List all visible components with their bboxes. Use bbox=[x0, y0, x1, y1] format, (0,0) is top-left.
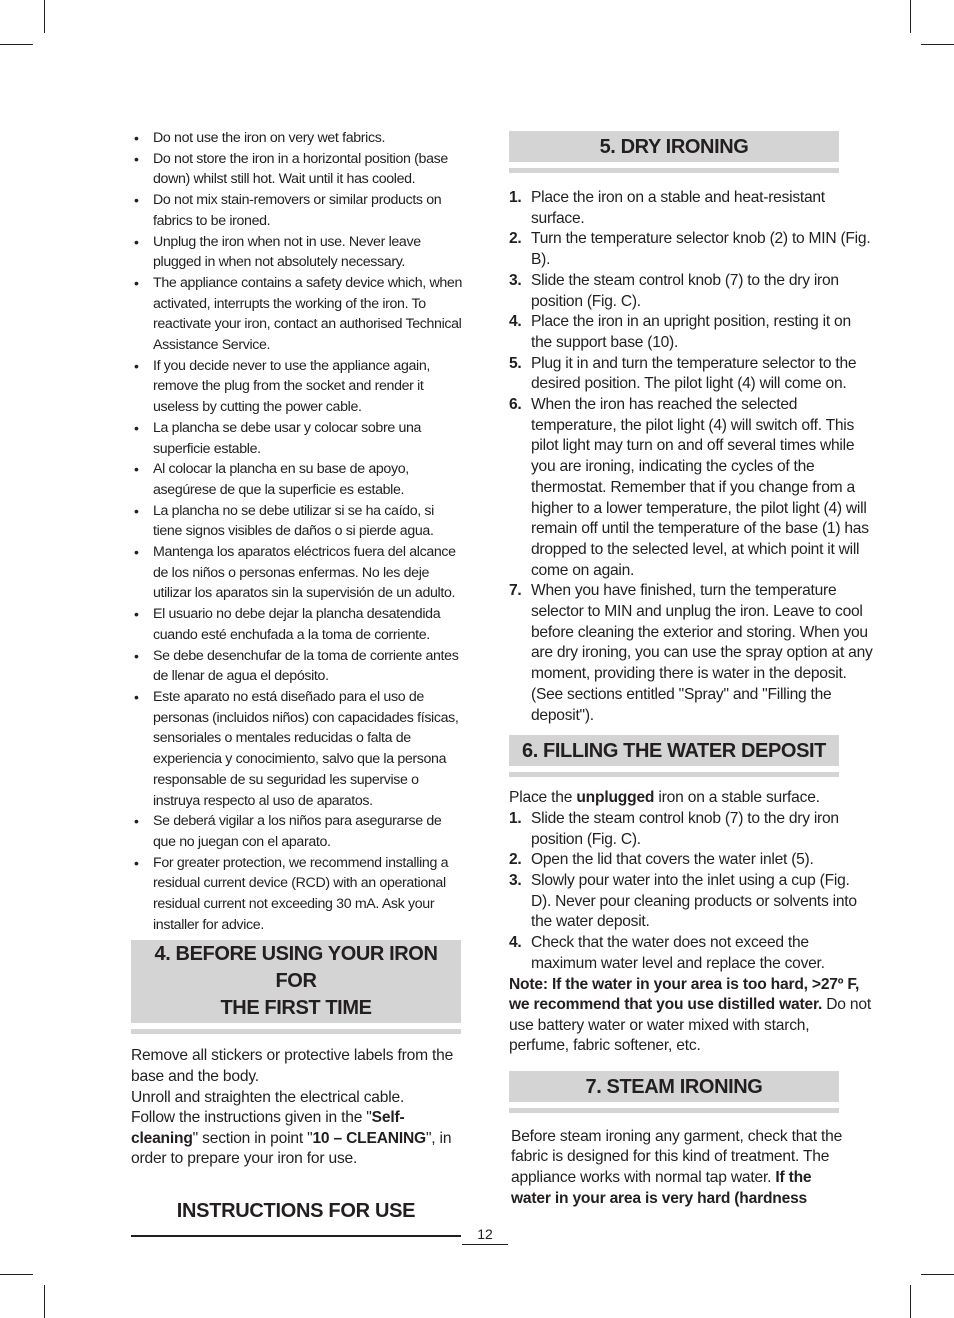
text-run: iron on a stable surface. bbox=[654, 789, 820, 807]
crop-mark bbox=[0, 44, 33, 45]
step-number: 5. bbox=[509, 354, 522, 372]
page-number-underline bbox=[462, 1244, 508, 1245]
crop-mark bbox=[44, 1285, 45, 1318]
bullet-item: • If you decide never to use the appliance again, remove the plug from the socket and render it useless by cutting the power cable. bbox=[131, 356, 463, 418]
section-7-paragraph bbox=[509, 1127, 851, 1209]
text-run-bold: unplugged bbox=[576, 789, 655, 807]
section-7-rule bbox=[509, 1108, 839, 1113]
step-item bbox=[509, 850, 873, 871]
bullet-item: • Se debe desenchufar de la toma de corriente antes de llenar de agua el depósito. bbox=[131, 646, 463, 687]
text-run: " section in point " bbox=[192, 1129, 313, 1147]
bullet-item: • Mantenga los aparatos eléctricos fuera del alcance de los niños o personas enfermas. No les deje utilizar los aparatos sin la supervisión de un adulto. bbox=[131, 542, 463, 604]
step-text: Place the iron on a stable and heat-resistant surface. bbox=[531, 189, 825, 227]
step-item bbox=[509, 395, 873, 581]
crop-mark bbox=[921, 44, 954, 45]
crop-mark bbox=[921, 1274, 954, 1275]
step-text: When you have finished, turn the temperature selector to MIN and unplug the iron. Leave to cool before cleaning the exterior and storing. When you are dry ironing, you can use the spray option at any moment, providing there is water in the deposit. (See sections entitled "Spray" and "Filling the deposit"). bbox=[531, 582, 873, 724]
text-run-bold: If the water in your area is very hard (hardness bbox=[511, 1169, 812, 1207]
bullet-item: • Unplug the iron when not in use. Never leave plugged in when not absolutely necessary. bbox=[131, 232, 463, 273]
crop-mark bbox=[0, 1274, 33, 1275]
safety-bullet-list bbox=[131, 128, 463, 935]
step-number: 7. bbox=[509, 582, 522, 600]
section-5-rule bbox=[509, 168, 839, 173]
step-text: Place the iron in an upright position, resting it on the support base (10). bbox=[531, 313, 851, 351]
text-run: Follow the instructions given in the " bbox=[131, 1109, 372, 1127]
crop-mark bbox=[910, 1285, 911, 1318]
step-text: Slowly pour water into the inlet using a cup (Fig. D). Never pour cleaning products or solvents into the water deposit. bbox=[531, 871, 857, 931]
section-5-steps bbox=[509, 188, 873, 726]
page-number: 12 bbox=[477, 1226, 493, 1242]
note-text: Do not use battery water or water mixed with starch, perfume, fabric softener, etc. bbox=[509, 996, 871, 1055]
step-number: 4. bbox=[509, 934, 522, 952]
step-number: 2. bbox=[509, 230, 522, 248]
bullet-item: • La plancha se debe usar y colocar sobre una superficie estable. bbox=[131, 418, 463, 459]
section-6-note bbox=[509, 975, 873, 1057]
step-number: 2. bbox=[509, 851, 522, 869]
bullet-item: • Se deberá vigilar a los niños para asegurarse de que no juegan con el aparato. bbox=[131, 811, 463, 852]
step-item bbox=[509, 354, 873, 395]
step-number: 3. bbox=[509, 271, 522, 289]
section-7-heading: 7. STEAM IRONING bbox=[509, 1071, 839, 1102]
step-item bbox=[509, 871, 873, 933]
text-run-bold: 10 – CLEANING bbox=[312, 1129, 426, 1147]
right-column bbox=[509, 131, 873, 1209]
step-text: Plug it in and turn the temperature selector to the desired position. The pilot light (4) will come on. bbox=[531, 354, 857, 393]
step-item bbox=[509, 271, 873, 312]
instructions-rule bbox=[131, 1235, 461, 1237]
section-6-steps bbox=[509, 809, 873, 975]
step-item bbox=[509, 188, 873, 229]
bullet-item: • Do not use the iron on very wet fabrics. bbox=[131, 128, 463, 149]
instructions-title: INSTRUCTIONS FOR USE bbox=[176, 1199, 416, 1222]
bullet-item: • La plancha no se debe utilizar si se ha caído, si tiene signos visibles de daños o si pierde agua. bbox=[131, 501, 463, 542]
step-number: 6. bbox=[509, 396, 522, 414]
step-text: Slide the steam control knob (7) to the dry iron position (Fig. C). bbox=[531, 271, 839, 310]
step-number: 4. bbox=[509, 313, 522, 331]
text-run: Place the bbox=[509, 789, 577, 807]
bullet-item: • Al colocar la plancha en su base de apoyo, asegúrese de que la superficie es estable. bbox=[131, 459, 463, 500]
section-4-rule bbox=[131, 1029, 461, 1034]
bullet-item: • El usuario no debe dejar la plancha desatendida cuando esté enchufada a la toma de corriente. bbox=[131, 604, 463, 645]
step-text: Turn the temperature selector knob (2) to MIN (Fig. B). bbox=[531, 230, 871, 269]
section-4-title-line1: 4. BEFORE USING YOUR IRON FOR bbox=[154, 943, 438, 993]
step-item bbox=[509, 933, 873, 974]
note-bold: Note: If the water in your area is too hard, >27º F, we recommend that you use distilled water. bbox=[509, 975, 860, 1014]
section-5-heading: 5. DRY IRONING bbox=[509, 131, 839, 162]
step-text: Slide the steam control knob (7) to the dry iron position (Fig. C). bbox=[531, 809, 839, 848]
step-item bbox=[509, 581, 873, 726]
left-column bbox=[131, 128, 463, 1237]
step-number: 3. bbox=[509, 871, 522, 889]
step-number: 1. bbox=[509, 809, 522, 827]
step-text: Check that the water does not exceed the maximum water level and replace the cover. bbox=[531, 934, 825, 972]
text-run-bold: Self-cleaning bbox=[131, 1109, 405, 1147]
crop-mark bbox=[44, 0, 45, 33]
bullet-item: • For greater protection, we recommend installing a residual current device (RCD) with an operational residual current not exceeding 30 mA. Ask your installer for advice. bbox=[131, 853, 463, 936]
step-text: Open the lid that covers the water inlet (5). bbox=[531, 851, 814, 869]
step-item bbox=[509, 229, 873, 270]
text-run: ", in order to prepare your iron for use. bbox=[131, 1129, 452, 1168]
section-6-rule bbox=[509, 772, 839, 777]
bullet-item: • Do not store the iron in a horizontal position (base down) whilst still hot. Wait until it has cooled. bbox=[131, 149, 463, 190]
bullet-item: • Do not mix stain-removers or similar products on fabrics to be ironed. bbox=[131, 190, 463, 231]
section-6-intro bbox=[509, 788, 873, 809]
crop-mark bbox=[910, 0, 911, 33]
step-text: When the iron has reached the selected temperature, the pilot light (4) will switch off. This pilot light may turn on and off several times while you are ironing, indicating the cycles of the thermostat. Remember that if you change from a higher to a lower temperature, the pilot light (4) will remain off until the temperature of the base (1) has dropped to the selected level, at which point it will come on again. bbox=[531, 396, 869, 579]
section-4-body bbox=[131, 1046, 463, 1170]
step-number: 1. bbox=[509, 189, 522, 206]
bullet-item: • Este aparato no está diseñado para el uso de personas (incluidos niños) con capacidades físicas, sensoriales o mentales reducidas o falta de experiencia y conocimiento, salvo que la persona responsable de su seguridad les supervise o instruya respecto al uso de aparatos. bbox=[131, 687, 463, 811]
section-4-paragraph: Unroll and straighten the electrical cable. bbox=[131, 1088, 405, 1106]
bullet-item: • The appliance contains a safety device which, when activated, interrupts the working of the iron. To reactivate your iron, contact an authorised Technical Assistance Service. bbox=[131, 273, 463, 356]
section-4-paragraph: Remove all stickers or protective labels from the base and the body. bbox=[131, 1047, 454, 1086]
text-run: Before steam ironing any garment, check that the fabric is designed for this kind of treatment. The appliance works with normal tap water. bbox=[511, 1127, 843, 1187]
section-4-heading bbox=[131, 940, 461, 1023]
step-item bbox=[509, 809, 873, 850]
section-4-paragraph bbox=[131, 1108, 463, 1170]
section-6-heading: 6. FILLING THE WATER DEPOSIT bbox=[509, 735, 839, 766]
section-4-title-line2: THE FIRST TIME bbox=[220, 997, 372, 1020]
step-item bbox=[509, 312, 873, 353]
